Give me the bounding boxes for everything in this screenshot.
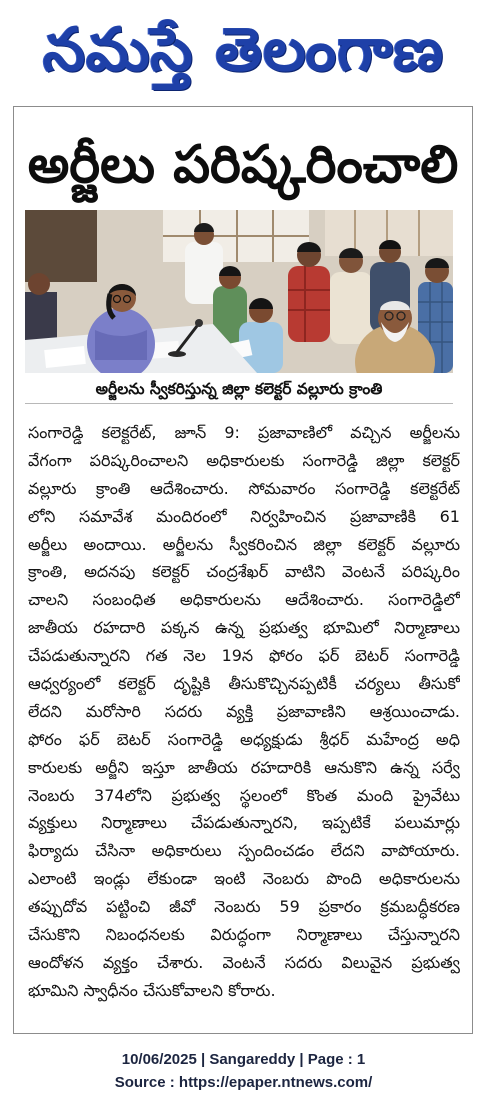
body-line: జాతీయ రహదారి పక్కన ఉన్న ప్రభుత్వ భూమిలో నిర్మాణాలు: [28, 618, 460, 638]
body-line: చేసుకొని నిబంధనలకు విరుద్ధంగా నిర్మాణాలు చేస్తున్నారని: [28, 925, 460, 945]
body-line: చేపడుతున్నారని గత నెల 19న ఫోరం ఫర్ బెటర్ సంగారెడ్డి: [28, 646, 460, 666]
body-line: క్రాంతి, అదనపు కలెక్టర్ చంద్రశేఖర్ వాటిని వెంటనే పరిష్కరిం: [28, 562, 460, 582]
article-body: [28, 419, 460, 1005]
masthead-logo: నమస్తే తెలంగాణ: [42, 15, 445, 85]
masthead: [20, 4, 467, 96]
body-line: కారులకు అర్జీని ఇస్తూ జాతీయ రహదారికి ఆనుకొని ఉన్న సర్వే: [28, 757, 460, 777]
body-line: నెంబరు 374లోని ప్రభుత్వ స్థలంలో కొంత మంది ప్రైవేటు: [28, 785, 460, 805]
body-line: ఆందోళన వ్యక్తం చేశారు. వెంటనే సదరు విలువైన ప్రభుత్వ: [28, 952, 460, 972]
body-line: తప్పుదోవ పట్టించి జీవో నెంబరు 59 ప్రకారం క్రమబద్ధీకరణ: [28, 897, 460, 917]
article-clipping: [13, 106, 473, 1034]
body-line: వేగంగా పరిష్కరించాలని అధికారులకు సంగారెడ్డి జిల్లా కలెక్టర్: [28, 450, 460, 470]
body-line: అర్జీలు అందాయి. అర్జీలను స్వీకరించిన జిల్లా కలెక్టర్ వల్లూరు: [28, 534, 460, 554]
photo-caption: అర్జీలను స్వీకరిస్తున్న జిల్లా కలెక్టర్ వల్లూరు క్రాంతి: [25, 375, 453, 404]
body-line: ఫోరం ఫర్ బెటర్ సంగారెడ్డి అధ్యక్షుడు శ్రీధర్ మహేంద్ర అధి: [28, 729, 460, 749]
article-photo: [25, 210, 453, 373]
body-line: చాలని సంబంధిత అధికారులను ఆదేశించారు. సంగారెడ్డిలో: [28, 590, 460, 610]
photo-scene: [25, 210, 453, 373]
body-line: వ్యక్తులు నిర్మాణాలు చేపడుతున్నారని, ఇప్పటికే పలుమార్లు: [28, 813, 460, 833]
body-line: ఫిర్యాదు చేసినా అధికారులు స్పందించడం లేదని వాపోయారు.: [28, 841, 460, 861]
body-line: వల్లూరు క్రాంతి ఆదేశించారు. సోమవారం సంగారెడ్డి కలెక్టరేట్: [28, 478, 460, 498]
body-line: లేదని మరోసారి సదరు వ్యక్తి ప్రజావాణిని ఆశ్రయించాడు.: [28, 701, 460, 721]
headline: అర్జీలు పరిష్కరించాలి: [27, 135, 459, 195]
body-line: సంగారెడ్డి కలెక్టరేట్, జూన్ 9: ప్రజావాణిలో వచ్చిన అర్జీలను: [28, 423, 460, 442]
body-line: లోని సమావేశ మందిరంలో నిర్వహించిన ప్రజావాణికి 61: [28, 506, 460, 526]
body-line: ఆధ్వర్యంలో కలెక్టర్ దృష్టికి తీసుకొచ్చినప్పటికీ చర్యలు తీసుకో: [28, 674, 460, 694]
edition-info: 10/06/2025 | Sangareddy | Page : 1: [121, 1051, 366, 1068]
body-line: భూమిని స్వాధీనం చేసుకోవాలని కోరారు.: [28, 980, 276, 1000]
source-url: Source : https://epaper.ntnews.com/: [114, 1074, 373, 1091]
body-line: ఎలాంటి ఇండ్లు లేకుండా ఇంటి నెంబరు పొంది అధికారులను: [28, 869, 460, 889]
